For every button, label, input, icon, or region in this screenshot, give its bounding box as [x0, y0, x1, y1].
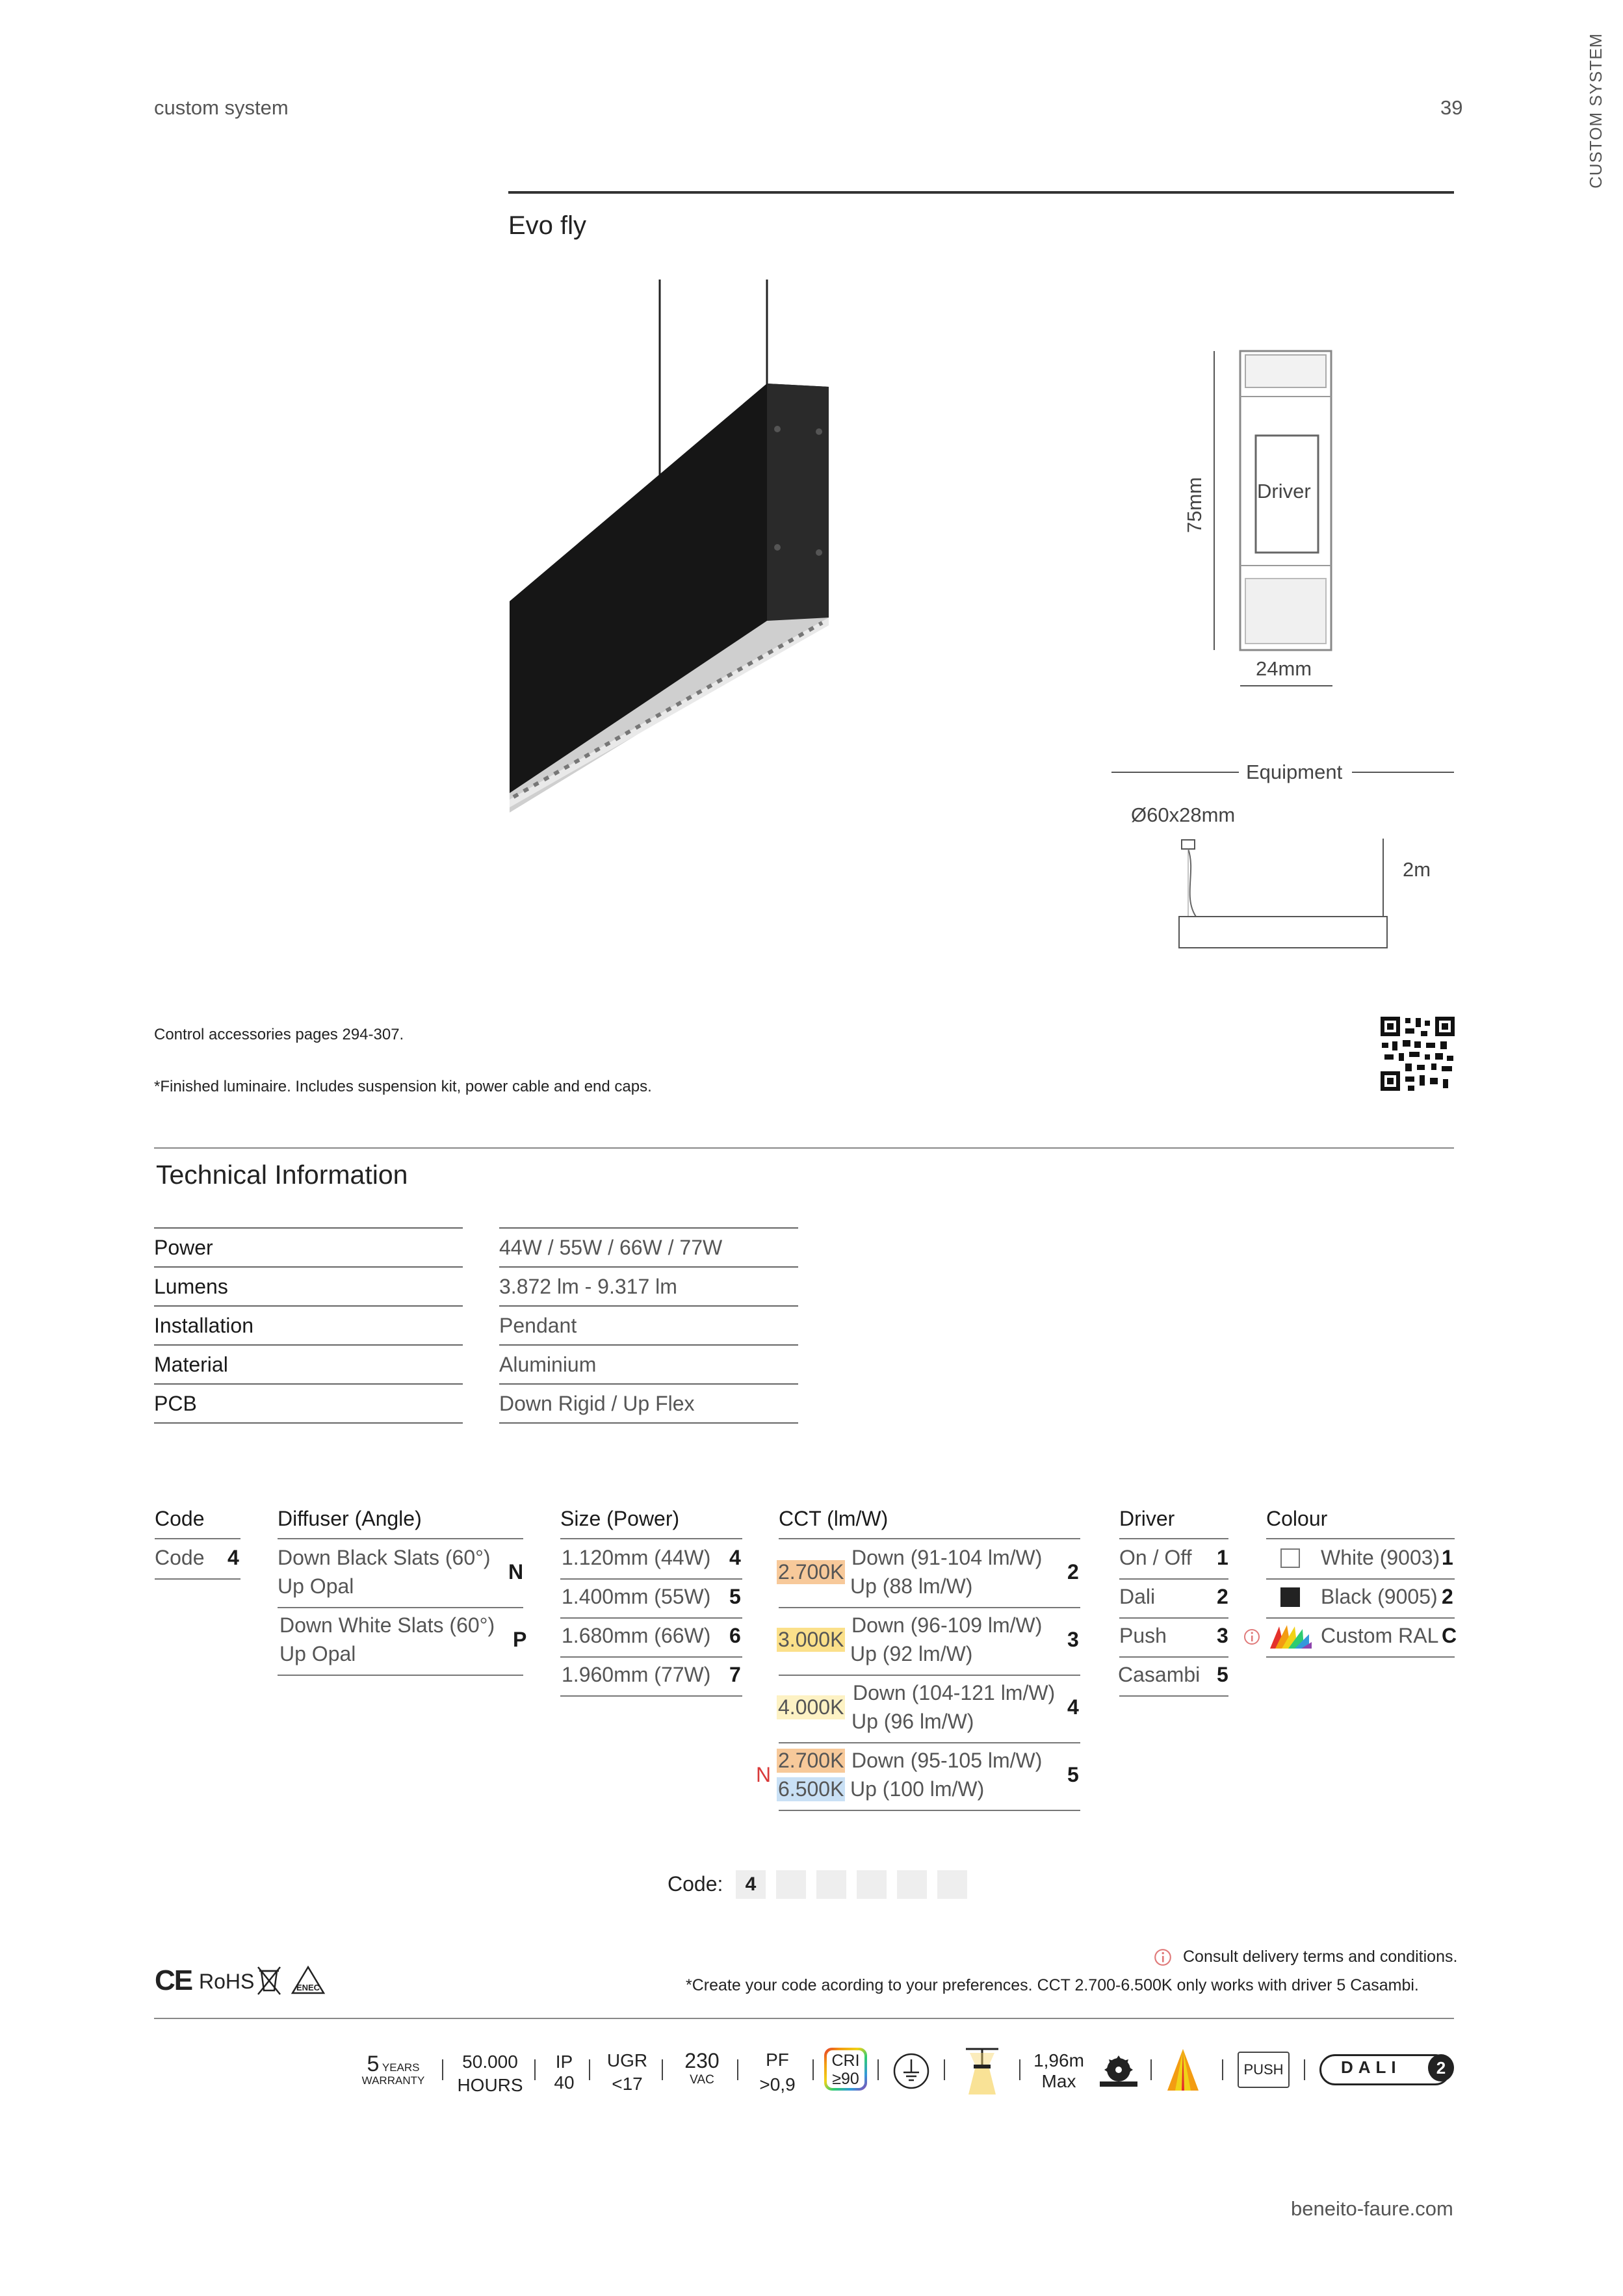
colour-row-rule — [1266, 1578, 1455, 1580]
code-header: Code — [155, 1507, 205, 1530]
cct-temperature-tag: 2.700K — [778, 1560, 844, 1584]
dali2-badge — [1319, 2054, 1451, 2085]
colour-header-rule — [1266, 1538, 1455, 1539]
code-row-rule — [155, 1578, 240, 1580]
ip-label: IP — [555, 2052, 573, 2072]
code-label: Code — [155, 1546, 205, 1569]
colour-option: Black (9005) — [1321, 1585, 1438, 1608]
cct-down: Down (104-121 lm/W) — [853, 1681, 1056, 1704]
size-header: Size (Power) — [560, 1507, 680, 1530]
beam-angle-icon — [1165, 2046, 1201, 2093]
cct-up: Up (88 lm/W) — [850, 1574, 973, 1598]
code-slot-cct[interactable] — [857, 1870, 887, 1899]
ip-badge — [545, 2052, 584, 2093]
driver-option: Casambi — [1118, 1663, 1201, 1686]
enec-triangle-icon — [290, 1964, 326, 1996]
diffuser-option-line2: Up Opal — [279, 1642, 356, 1665]
tech-title: Technical Information — [156, 1160, 408, 1190]
cct-temperature-tag: 3.000K — [778, 1628, 844, 1651]
tech-label: Power — [154, 1227, 463, 1266]
equipment-rule-left — [1111, 772, 1239, 773]
size-code: 4 — [729, 1546, 741, 1569]
driver-option: On / Off — [1119, 1546, 1192, 1569]
spec-separator — [737, 2059, 738, 2080]
hours-badge — [451, 2050, 529, 2097]
size-option: 1.400mm (55W) — [562, 1585, 711, 1608]
driver-code: 1 — [1217, 1546, 1228, 1569]
colour-option: Custom RAL — [1321, 1624, 1439, 1647]
colour-code: 1 — [1442, 1546, 1453, 1569]
cable-length-value: 1,96m — [1033, 2050, 1084, 2070]
white-swatch — [1280, 1548, 1300, 1568]
product-image — [494, 280, 858, 826]
ugr-value: <17 — [612, 2074, 643, 2094]
pf-label: PF — [766, 2050, 789, 2070]
cct-down: Down (96-109 lm/W) — [851, 1613, 1043, 1637]
consult-note: Consult delivery terms and conditions. — [1183, 1948, 1458, 1966]
equipment-diagram — [1170, 832, 1397, 962]
cct-temperature-tag: 4.000K — [778, 1695, 844, 1719]
colour-row-rule — [1266, 1656, 1455, 1658]
cct-row-rule — [779, 1742, 1080, 1743]
equipment-size: Ø60x28mm — [1131, 803, 1236, 826]
cri-inner — [827, 2050, 864, 2088]
cri-badge — [824, 2048, 867, 2091]
cct-temperature-tag-cool: 6.500K — [778, 1777, 844, 1801]
cct-up: Up (92 lm/W) — [850, 1642, 973, 1665]
voltage-badge — [669, 2049, 734, 2087]
up-down-light-icon — [959, 2045, 1005, 2096]
section-name: custom system — [154, 96, 289, 119]
new-mark: N — [756, 1763, 772, 1786]
size-option: 1.120mm (44W) — [562, 1546, 711, 1569]
driver-row-rule — [1119, 1656, 1228, 1658]
driver-option: Push — [1119, 1624, 1167, 1647]
cri-value: ≥90 — [832, 2070, 859, 2088]
size-row-rule — [560, 1695, 742, 1697]
product-title: Evo fly — [508, 211, 587, 240]
colour-code: C — [1442, 1624, 1457, 1647]
driver-row-rule — [1119, 1617, 1228, 1619]
tech-label: Lumens — [154, 1266, 463, 1305]
tech-value: Down Rigid / Up Flex — [499, 1383, 798, 1424]
ugr-badge — [598, 2049, 656, 2096]
driver-option: Dali — [1119, 1585, 1156, 1608]
code-slot-family[interactable]: 4 — [736, 1870, 766, 1899]
website: beneito-faure.com — [1291, 2197, 1453, 2220]
cct-code: 5 — [1067, 1763, 1079, 1786]
cct-code: 3 — [1067, 1628, 1079, 1651]
size-code: 5 — [729, 1585, 741, 1608]
qr-code — [1379, 1015, 1456, 1092]
profile-diagram — [1183, 345, 1371, 696]
code-slot-colour[interactable] — [937, 1870, 967, 1899]
cut-to-length-saw-icon — [1098, 2052, 1139, 2091]
weee-bin-icon — [256, 1964, 282, 1997]
size-row-rule — [560, 1656, 742, 1658]
tech-value: 44W / 55W / 66W / 77W — [499, 1227, 798, 1266]
size-row-rule — [560, 1578, 742, 1580]
tech-label: Material — [154, 1344, 463, 1383]
cct-row-rule — [779, 1607, 1080, 1608]
cct-down: Down (95-105 lm/W) — [851, 1749, 1043, 1772]
push-badge: PUSH — [1238, 2052, 1290, 2088]
tech-value: 3.872 lm - 9.317 lm — [499, 1266, 798, 1305]
ce-mark: CE — [155, 1964, 192, 1996]
diffuser-row-rule — [278, 1675, 523, 1676]
control-note: Control accessories pages 294-307. — [154, 1026, 404, 1043]
spec-separator — [534, 2059, 536, 2080]
voltage-value: 230 — [684, 2049, 720, 2072]
warranty-unit: YEARS — [382, 2061, 420, 2074]
cct-down: Down (91-104 lm/W) — [851, 1546, 1043, 1569]
spec-separator — [812, 2059, 814, 2080]
voltage-unit: VAC — [690, 2073, 714, 2087]
consult-info-icon — [1153, 1948, 1173, 1967]
diffuser-option-line1: Down White Slats (60°) — [279, 1613, 495, 1637]
pf-badge — [745, 2048, 810, 2097]
height-dimension — [1183, 455, 1209, 559]
warranty-label: WARRANTY — [361, 2074, 425, 2087]
equipment-rule-right — [1352, 772, 1454, 773]
code-slot-diffuser[interactable] — [776, 1870, 806, 1899]
colour-code: 2 — [1442, 1585, 1453, 1608]
diffuser-code: P — [513, 1628, 527, 1651]
code-slot-driver[interactable] — [897, 1870, 927, 1899]
tech-value: Pendant — [499, 1305, 798, 1344]
driver-label: Driver — [1257, 480, 1311, 502]
tech-label: Installation — [154, 1305, 463, 1344]
pf-value: >0,9 — [759, 2074, 796, 2094]
size-option: 1.960mm (77W) — [562, 1663, 711, 1686]
ral-palette-icon — [1266, 1623, 1313, 1651]
diffuser-header: Diffuser (Angle) — [278, 1507, 422, 1530]
title-rule — [508, 191, 1454, 194]
colour-option: White (9003) — [1321, 1546, 1440, 1569]
cable-badge — [1030, 2050, 1088, 2092]
spec-separator — [1150, 2059, 1152, 2080]
hours-label: HOURS — [457, 2075, 523, 2095]
driver-code: 5 — [1217, 1663, 1228, 1686]
warranty-years: 5 — [367, 2052, 380, 2076]
diffuser-row-rule — [278, 1607, 523, 1608]
hours-value: 50.000 — [462, 2052, 518, 2072]
size-code: 6 — [729, 1624, 741, 1647]
size-header-rule — [560, 1538, 742, 1539]
driver-code: 3 — [1217, 1624, 1228, 1647]
cable-length: 2m — [1403, 858, 1431, 881]
diffuser-option-line2: Up Opal — [278, 1574, 354, 1598]
footer-rule — [154, 2018, 1454, 2019]
spec-separator — [442, 2059, 443, 2080]
cri-label: CRI — [831, 2052, 860, 2070]
equipment-title: Equipment — [1246, 761, 1343, 783]
side-tab — [1586, 33, 1612, 189]
page-number: 39 — [1440, 96, 1463, 119]
diffuser-header-rule — [278, 1538, 523, 1539]
cct-up: Up (100 lm/W) — [850, 1777, 985, 1801]
diffuser-code: N — [508, 1560, 524, 1584]
diffuser-option-line1: Down Black Slats (60°) — [278, 1546, 491, 1569]
code-header-rule — [155, 1538, 240, 1539]
cct-header: CCT (lm/W) — [779, 1507, 889, 1530]
rohs-mark: RoHS — [199, 1970, 255, 1993]
dali-label: DALI — [1341, 2057, 1401, 2077]
driver-row-rule — [1119, 1695, 1228, 1697]
spec-separator — [944, 2059, 945, 2080]
warranty-badge — [361, 2052, 426, 2087]
side-tab-label: CUSTOM SYSTEM — [1586, 33, 1605, 189]
spec-separator — [589, 2059, 590, 2080]
spec-separator — [877, 2059, 879, 2080]
size-option: 1.680mm (66W) — [562, 1624, 711, 1647]
earth-class-icon — [892, 2052, 931, 2091]
cct-row-rule — [779, 1675, 1080, 1676]
size-code: 7 — [729, 1663, 741, 1686]
code-builder-label: Code: — [668, 1872, 723, 1896]
code-value: 4 — [227, 1546, 239, 1569]
height-label: 75mm — [1183, 476, 1206, 533]
width-label: 24mm — [1256, 657, 1312, 680]
code-slot-size[interactable] — [816, 1870, 846, 1899]
create-code-note: *Create your code acording to your preferences. CCT 2.700-6.500K only works with driver 5 Casambi. — [686, 1976, 1419, 1994]
enec-label: ENEC — [296, 1983, 320, 1992]
dali-version: 2 — [1428, 2054, 1454, 2081]
cable-max: Max — [1041, 2071, 1076, 2091]
cct-temperature-tag: 2.700K — [778, 1749, 844, 1772]
cct-row-rule — [779, 1810, 1080, 1811]
colour-row-rule — [1266, 1617, 1455, 1619]
tech-label: PCB — [154, 1383, 463, 1424]
ugr-label: UGR — [606, 2050, 648, 2070]
cct-code: 4 — [1067, 1695, 1079, 1719]
size-row-rule — [560, 1617, 742, 1619]
info-icon — [1243, 1628, 1261, 1646]
driver-header-rule — [1119, 1538, 1228, 1539]
cct-code: 2 — [1067, 1560, 1079, 1584]
ip-value: 40 — [554, 2072, 575, 2093]
cct-up: Up (96 lm/W) — [851, 1710, 974, 1733]
colour-header: Colour — [1266, 1507, 1328, 1530]
driver-header: Driver — [1119, 1507, 1175, 1530]
tech-value: Aluminium — [499, 1344, 798, 1383]
finished-note: *Finished luminaire. Includes suspension kit, power cable and end caps. — [154, 1078, 652, 1095]
spec-separator — [1019, 2059, 1020, 2080]
driver-row-rule — [1119, 1578, 1228, 1580]
section-rule — [154, 1147, 1454, 1149]
cct-header-rule — [779, 1538, 1080, 1539]
spec-separator — [1304, 2059, 1305, 2080]
spec-separator — [1222, 2059, 1223, 2080]
driver-code: 2 — [1217, 1585, 1228, 1608]
black-swatch — [1280, 1587, 1300, 1607]
spec-separator — [662, 2059, 663, 2080]
